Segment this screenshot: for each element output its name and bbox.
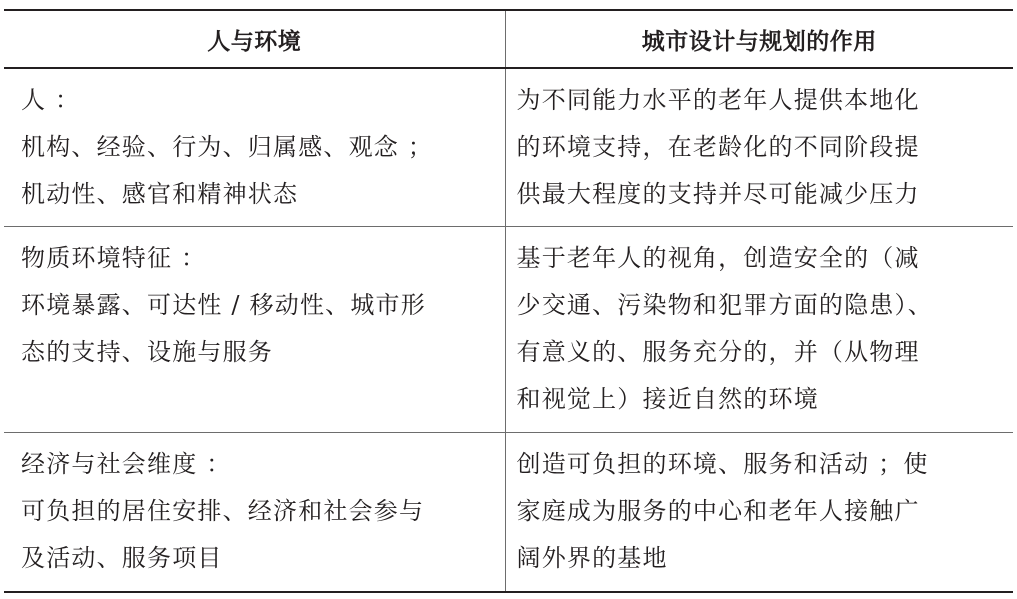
cell-line: 少交通、污染物和犯罪方面的隐患）、 (516, 291, 933, 319)
cell-line: 人 ： (21, 86, 81, 114)
cell-line: 环境暴露、可达性 / 移动性、城市形 (21, 291, 426, 319)
table-body (4, 68, 1013, 592)
cell-line: 创造可负担的环境、服务和活动 ；使 (516, 450, 929, 478)
cell-people (4, 68, 505, 227)
cell-physical-environment (4, 227, 505, 433)
cell-line: 供最大程度的支持并尽可能减少压力 (516, 180, 920, 208)
cell-line: 经济与社会维度 ： (21, 450, 232, 478)
header-row (4, 10, 1013, 68)
cell-people-role (505, 68, 1013, 227)
cell-line: 及活动、服务项目 (21, 544, 223, 572)
table-header (4, 10, 1013, 68)
table-row (4, 227, 1013, 433)
cell-economic-social-role (505, 433, 1013, 593)
header-people-environment: 人与环境 (4, 10, 505, 68)
cell-line: 态的支持、设施与服务 (21, 338, 273, 366)
cell-line: 和视觉上）接近自然的环境 (516, 385, 819, 413)
cell-line: 可负担的居住安排、经济和社会参与 (21, 497, 425, 525)
cell-physical-environment-role (505, 227, 1013, 433)
comparison-table (4, 9, 1013, 593)
header-urban-design-role: 城市设计与规划的作用 (505, 10, 1013, 68)
cell-line: 基于老年人的视角，创造安全的（减 (516, 244, 920, 272)
cell-line: 机构、经验、行为、归属感、观念 ； (21, 133, 434, 161)
table-row (4, 433, 1013, 593)
cell-line: 阔外界的基地 (516, 544, 668, 572)
cell-line: 的环境支持，在老龄化的不同阶段提 (516, 133, 920, 161)
cell-line: 家庭成为服务的中心和老年人接触广 (516, 497, 920, 525)
cell-line: 机动性、感官和精神状态 (21, 180, 299, 208)
cell-line: 物质环境特征 ： (21, 244, 207, 272)
cell-line: 为不同能力水平的老年人提供本地化 (516, 86, 920, 114)
cell-line: 有意义的、服务充分的，并（从物理 (516, 338, 920, 366)
cell-economic-social (4, 433, 505, 593)
table-row (4, 68, 1013, 227)
